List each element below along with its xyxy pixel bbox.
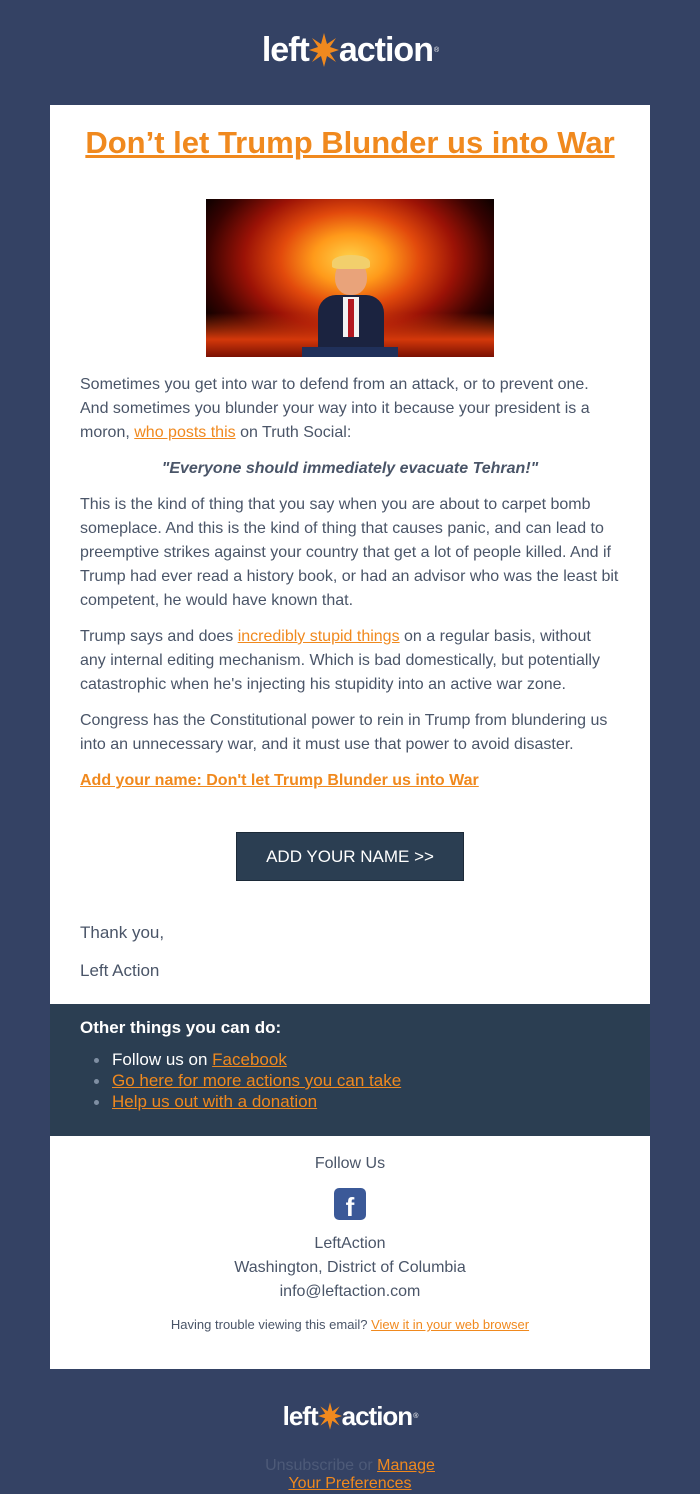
truth-social-quote: "Everyone should immediately evacuate Tehran!"	[161, 460, 539, 477]
podium	[302, 347, 398, 357]
other-actions-list	[112, 1049, 620, 1112]
facebook-icon[interactable]: f	[334, 1188, 366, 1220]
speaker-figure	[318, 259, 384, 357]
list-item	[112, 1049, 620, 1070]
article-body	[80, 373, 620, 793]
trump-explosion-image[interactable]	[206, 199, 494, 357]
leftaction-logo	[0, 28, 700, 72]
paragraph-2: This is the kind of thing that you say when you are about to carpet bomb someplace. And this is the kind of thing that causes panic, and can lead to preemptive strikes against your country that get a lot of people killed. And if Trump had ever read a history book, or had an advisor who was the least bit competent, he would have known that.	[80, 496, 619, 609]
paragraph-1-tail: on Truth Social:	[235, 424, 352, 441]
logo-left-text: left	[282, 1400, 318, 1431]
org-email: info@leftaction.com	[279, 1283, 421, 1300]
donation-link[interactable]: Help us out with a donation	[112, 1092, 318, 1111]
view-in-browser-link[interactable]: View it in your web browser	[371, 1317, 530, 1332]
facebook-link[interactable]: Facebook	[212, 1050, 287, 1069]
follow-us-label: Follow Us	[314, 1155, 386, 1172]
logo-left-text: left	[261, 30, 309, 69]
logo-right-text: action	[338, 30, 433, 69]
more-actions-link[interactable]: Go here for more actions you can take	[112, 1071, 402, 1090]
paragraph-1	[80, 373, 620, 445]
starburst-icon	[309, 33, 339, 67]
who-posts-this-link[interactable]: who posts this	[134, 424, 236, 441]
leftaction-logo-footer	[0, 1398, 700, 1434]
stupid-things-link[interactable]: incredibly stupid things	[237, 628, 400, 645]
paragraph-1-text: Sometimes you get into war to defend from an attack, or to prevent one. And sometimes you blunder your way into it because your president is a moron,	[80, 376, 590, 441]
figure-tie	[348, 299, 354, 337]
paragraph-3-tail: on a regular basis, without any internal editing mechanism. Which is bad domestically, but potentially catastrophic when he's injecting his stupidity into an active war zone.	[80, 628, 600, 693]
org-name: LeftAction	[314, 1235, 386, 1252]
unsubscribe-block	[0, 1457, 700, 1493]
other-actions-panel	[50, 1004, 650, 1136]
paragraph-3-text: Trump says and does	[80, 628, 238, 645]
org-info	[50, 1232, 650, 1304]
headline-link[interactable]: Don’t let Trump Blunder us into War	[85, 125, 615, 160]
org-location: Washington, District of Columbia	[234, 1259, 466, 1276]
manage-text: Manage	[377, 1457, 435, 1474]
trouble-text: Having trouble viewing this email?	[170, 1317, 372, 1332]
registered-mark: ®	[433, 46, 439, 54]
paragraph-3	[80, 625, 620, 697]
figure-hair	[332, 255, 370, 269]
email-body-card	[50, 105, 650, 1004]
footer-card	[50, 1136, 650, 1369]
paragraph-4: Congress has the Constitutional power to rein in Trump from blundering us into an unnecessary war, and it must use that power to avoid disaster.	[80, 712, 608, 753]
add-name-link[interactable]: Add your name: Don't let Trump Blunder us into War	[80, 772, 479, 789]
follow-prefix-text: Follow us on	[112, 1050, 213, 1069]
list-item	[112, 1091, 620, 1112]
page-title	[80, 125, 620, 161]
preferences-text: Your Preferences	[288, 1475, 412, 1492]
signoff	[80, 914, 620, 990]
logo-right-text: action	[341, 1400, 413, 1431]
starburst-icon	[318, 1402, 342, 1430]
list-item	[112, 1070, 620, 1091]
unsubscribe-link[interactable]: Unsubscribe or	[265, 1457, 378, 1474]
other-actions-title: Other things you can do:	[80, 1018, 282, 1037]
thank-you-text: Thank you,	[80, 923, 165, 942]
signoff-name: Left Action	[80, 961, 160, 980]
add-your-name-button[interactable]: ADD YOUR NAME >>	[236, 832, 464, 881]
view-in-browser-note	[50, 1316, 650, 1334]
registered-mark: ®	[413, 1412, 418, 1420]
